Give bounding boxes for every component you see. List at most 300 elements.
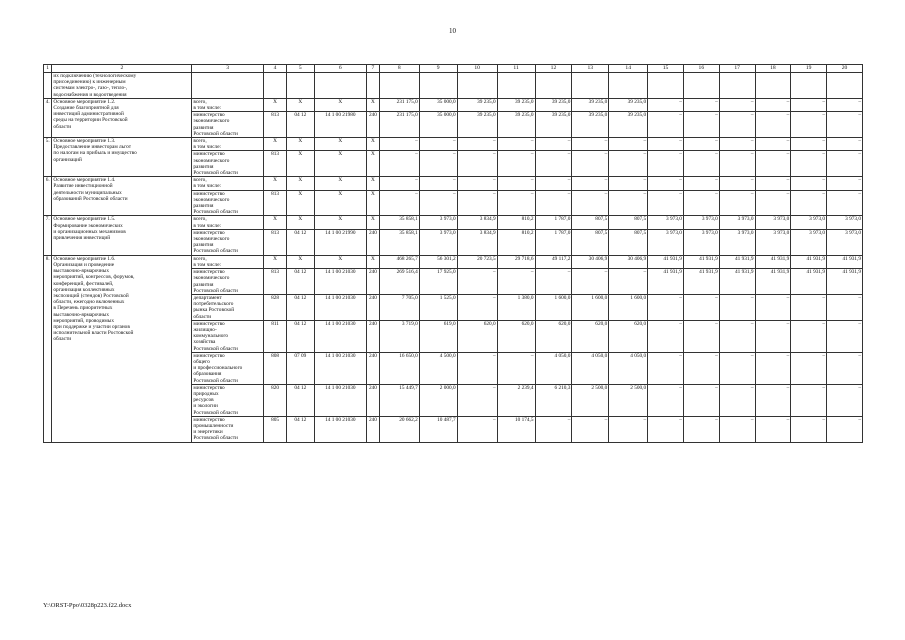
amount-cell (457, 216, 497, 229)
cell-value: – (822, 294, 826, 301)
cell-value: – (822, 98, 826, 105)
cell-value: 20 723,5 (477, 255, 496, 262)
empty-cell (535, 73, 572, 99)
cell-value: – (604, 138, 608, 145)
empty-cell (314, 73, 367, 99)
cell-value: 4 500,0 (439, 352, 456, 359)
cell-value: 16 (698, 65, 705, 71)
cell-value: 14 (625, 65, 631, 71)
text-line: Ростовской области (193, 409, 238, 416)
executor-cell (192, 352, 264, 384)
amount-cell (755, 294, 791, 320)
text-line: мероприятий, конгрессов, форумов, (53, 274, 135, 281)
cell-value: – (858, 352, 861, 359)
cell-value: – (786, 320, 790, 327)
amount-cell (497, 269, 535, 295)
cell-value: – (492, 190, 496, 197)
amount-cell (535, 112, 572, 138)
amount-cell (791, 255, 827, 268)
text-line: привлечения инвестиций (53, 235, 111, 242)
cell-value: – (530, 190, 534, 197)
amount-cell (719, 320, 755, 352)
cell-value: – (452, 138, 456, 145)
cell-value: – (643, 151, 647, 158)
amount-cell (648, 352, 684, 384)
cell-value: – (822, 138, 826, 145)
cell-value: 41 931,9 (806, 269, 826, 276)
column-number (497, 65, 535, 73)
cell-value: 231 175,0 (396, 98, 418, 105)
amount-cell (535, 255, 572, 268)
code-vr (367, 138, 380, 151)
cell-value: – (750, 352, 754, 359)
text-line: в том числе: (193, 183, 222, 190)
code-csr (314, 269, 367, 295)
text-line: экономического (193, 275, 230, 282)
column-number (648, 65, 684, 73)
cell-value: 828 (271, 294, 280, 301)
amount-cell (535, 294, 572, 320)
amount-cell (419, 216, 457, 229)
cell-value: 12 (550, 65, 557, 71)
amount-cell (419, 229, 457, 255)
cell-value: – (492, 384, 496, 391)
code-vr (367, 229, 380, 255)
cell-value: – (679, 177, 682, 184)
empty-cell (44, 73, 52, 99)
cell-value: – (786, 384, 790, 391)
executor-cell (192, 255, 264, 268)
amount-cell (719, 112, 755, 138)
cell-value: – (858, 320, 861, 327)
code-rzpr (287, 294, 314, 320)
amount-cell (497, 98, 535, 111)
executor-cell (192, 112, 264, 138)
code-vr (367, 216, 380, 229)
cell-value: – (858, 138, 861, 145)
amount-cell (572, 320, 609, 352)
executor-cell (192, 98, 264, 111)
cell-value: 17 (734, 65, 740, 71)
amount-cell (572, 384, 609, 416)
page-number: 10 (449, 27, 456, 35)
code-vr (367, 320, 380, 352)
amount-cell (419, 151, 457, 177)
amount-cell (827, 320, 863, 352)
cell-value: 14 1 00 21980 (325, 112, 356, 119)
amount-cell (791, 190, 827, 216)
text-line: Организация и проведение (53, 261, 115, 268)
cell-value: 15 449,7 (399, 384, 418, 391)
executor-cell (192, 269, 264, 295)
measure-name-cell (52, 138, 192, 177)
cell-value: 7 (371, 65, 375, 71)
cell-value: 620,0 (595, 320, 608, 327)
code-vr (367, 151, 380, 177)
amount-cell (572, 138, 609, 151)
text-line: инвестиций административной (53, 111, 124, 118)
text-line: министерство (193, 269, 225, 276)
cell-value: 1 600,0 (591, 294, 608, 301)
cell-value: 3 (226, 65, 230, 71)
empty-cell (263, 73, 286, 99)
amount-cell (419, 269, 457, 295)
table-row (44, 255, 863, 268)
amount-cell (419, 294, 457, 320)
text-line: министерство (193, 384, 225, 391)
amount-cell (457, 98, 497, 111)
amount-cell (827, 269, 863, 295)
cell-value: X (298, 216, 303, 223)
amount-cell (755, 255, 791, 268)
amount-cell (791, 352, 827, 384)
cell-value: X (298, 138, 303, 145)
amount-cell (535, 352, 572, 384)
text-line: всего, (193, 138, 207, 145)
text-line: развития (193, 124, 214, 131)
cell-value: 04 12 (294, 229, 307, 236)
executor-cell (192, 320, 264, 352)
amount-cell (791, 269, 827, 295)
text-line: экономического (193, 118, 230, 125)
code-rzpr (287, 216, 314, 229)
cell-value: 813 (271, 151, 280, 158)
cell-value: – (679, 384, 682, 391)
executor-cell (192, 229, 264, 255)
amount-cell (457, 320, 497, 352)
column-number (791, 65, 827, 73)
empty-cell (367, 73, 380, 99)
text-line: министерство (193, 229, 225, 236)
amount-cell (791, 216, 827, 229)
amount-cell (609, 138, 648, 151)
code-csr (314, 229, 367, 255)
amount-cell (572, 98, 609, 111)
amount-cell (755, 229, 791, 255)
cell-value: 35 858,1 (399, 229, 418, 236)
amount-cell (648, 255, 684, 268)
text-line: министерство (193, 190, 225, 197)
column-number (683, 65, 719, 73)
text-line: и энергетики (193, 429, 223, 436)
column-number (755, 65, 791, 73)
code-grbs (263, 269, 286, 295)
cell-value: – (679, 320, 682, 327)
cell-value: 10 (474, 65, 480, 71)
text-line: организаций (53, 156, 82, 163)
text-line: их подключению (технологическому (53, 73, 137, 79)
amount-cell (791, 177, 827, 190)
cell-value: 9 (436, 65, 440, 71)
cell-value: – (604, 416, 608, 423)
cell-value: 15 (662, 65, 669, 71)
cell-value: – (452, 190, 456, 197)
cell-value: 813 (271, 112, 280, 119)
cell-value: 3 973,0 (439, 216, 456, 223)
amount-cell (683, 138, 719, 151)
cell-value: – (643, 138, 647, 145)
amount-cell (683, 98, 719, 111)
cell-value: 240 (368, 269, 377, 276)
amount-cell (791, 384, 827, 416)
code-grbs (263, 151, 286, 177)
cell-value: – (786, 112, 790, 119)
cell-value: X (273, 138, 277, 145)
text-line: Основное мероприятие 1.5. (53, 216, 116, 223)
empty-cell (609, 73, 648, 99)
amount-cell (755, 216, 791, 229)
text-line: водоснабжения и водоотведения (53, 91, 127, 98)
column-number (572, 65, 609, 73)
text-line: в том числе: (193, 261, 222, 268)
text-line: в том числе: (193, 105, 222, 112)
cell-value: – (679, 190, 682, 197)
cell-value: – (822, 190, 826, 197)
amount-cell (379, 229, 419, 255)
amount-cell (497, 216, 535, 229)
code-csr (314, 177, 367, 190)
cell-value: 6 (338, 65, 342, 71)
cell-value: 3 973,0 (701, 216, 718, 223)
cell-value: – (415, 151, 418, 158)
cell-value: 813 (271, 190, 280, 197)
cell-value: – (715, 384, 718, 391)
cell-value: 18 (770, 65, 776, 71)
code-vr (367, 255, 380, 268)
cell-value: 20 662,2 (399, 416, 418, 423)
text-line: деятельности муниципальных (53, 189, 122, 196)
text-line: всего, (193, 216, 207, 223)
code-rzpr (287, 112, 314, 138)
cell-value: – (786, 294, 790, 301)
text-line: Ростовской области (193, 170, 238, 177)
cell-value: 10 174,5 (514, 416, 534, 423)
cell-value: – (786, 138, 790, 145)
amount-cell (497, 229, 535, 255)
text-line: ресурсов (193, 397, 214, 404)
code-rzpr (287, 320, 314, 352)
cell-value: 1 787,0 (554, 216, 571, 223)
code-rzpr (287, 138, 314, 151)
cell-value: – (492, 151, 496, 158)
cell-value: 3 973,0 (737, 216, 754, 223)
amount-cell (683, 229, 719, 255)
amount-cell (609, 416, 648, 442)
cell-value: 240 (368, 352, 377, 359)
text-line: при поддержке и участии органов (53, 323, 130, 330)
cell-value: 2 000,0 (439, 384, 456, 391)
amount-cell (419, 352, 457, 384)
text-line: развития (193, 281, 214, 288)
empty-cell (457, 73, 497, 99)
amount-cell (419, 98, 457, 111)
amount-cell (755, 151, 791, 177)
code-csr (314, 216, 367, 229)
amount-cell (535, 190, 572, 216)
cell-value: 240 (368, 320, 377, 327)
code-rzpr (287, 416, 314, 442)
cell-value: 35 858,1 (399, 216, 418, 223)
amount-cell (755, 112, 791, 138)
cell-value: 619,0 (443, 320, 456, 327)
cell-value: 41 931,9 (770, 269, 790, 276)
cell-value: – (567, 177, 571, 184)
amount-cell (609, 190, 648, 216)
text-line: Создание благоприятной для (53, 105, 119, 112)
text-line: природных (193, 390, 219, 397)
executor-cell (192, 384, 264, 416)
code-csr (314, 112, 367, 138)
code-csr (314, 138, 367, 151)
code-rzpr (287, 229, 314, 255)
amount-cell (379, 384, 419, 416)
text-line: экономического (193, 157, 230, 164)
amount-cell (755, 177, 791, 190)
cell-value: 17 925,0 (437, 269, 456, 276)
executor-cell (192, 216, 264, 229)
text-line: всего, (193, 98, 207, 105)
amount-cell (683, 151, 719, 177)
cell-value: 39 235,0 (627, 98, 647, 105)
cell-value: 3 973,0 (845, 229, 861, 236)
column-number (827, 65, 863, 73)
cell-value: X (298, 98, 303, 105)
amount-cell (497, 177, 535, 190)
cell-value: – (750, 151, 754, 158)
code-vr (367, 177, 380, 190)
text-line: Основное мероприятие 1.3. (53, 138, 116, 145)
cell-value: 2 500,0 (630, 384, 647, 391)
amount-cell (683, 190, 719, 216)
cell-value: 3 973,0 (809, 229, 826, 236)
cell-value: 10 487,7 (437, 416, 456, 423)
empty-cell (648, 73, 684, 99)
cell-value: X (298, 151, 303, 158)
cell-value: – (567, 151, 571, 158)
table-row (44, 98, 863, 111)
text-line: экономического (193, 196, 230, 203)
amount-cell (719, 352, 755, 384)
cell-value: 8 (397, 65, 401, 71)
code-vr (367, 269, 380, 295)
cell-value: 39 235,0 (477, 98, 496, 105)
amount-cell (609, 177, 648, 190)
amount-cell (719, 138, 755, 151)
text-line: Предоставление инвесторам льгот (53, 144, 132, 151)
cell-value: 1 380,0 (517, 294, 534, 301)
cell-value: 1 600,0 (554, 294, 571, 301)
cell-value: 35 000,0 (437, 112, 456, 119)
text-line: промышленности (193, 422, 234, 429)
cell-value: – (822, 112, 826, 119)
cell-value: 3 973,0 (666, 229, 682, 236)
column-number-row (44, 65, 863, 73)
cell-value: 04 12 (294, 269, 307, 276)
cell-value: 2 (120, 65, 124, 71)
amount-cell (535, 269, 572, 295)
executor-cell (192, 416, 264, 442)
amount-cell (609, 384, 648, 416)
cell-value: 3 973,0 (737, 229, 754, 236)
cell-value: 7 705,0 (401, 294, 418, 301)
cell-value: 41 931,9 (699, 269, 718, 276)
code-grbs (263, 177, 286, 190)
cell-value: – (715, 98, 718, 105)
amount-cell (609, 269, 648, 295)
amount-cell (648, 190, 684, 216)
amount-cell (648, 138, 684, 151)
text-line: общего (193, 358, 210, 365)
cell-value: 04 12 (294, 320, 307, 327)
code-rzpr (287, 190, 314, 216)
executor-cell (192, 138, 264, 151)
amount-cell (572, 190, 609, 216)
amount-cell (457, 416, 497, 442)
cell-value: – (786, 98, 790, 105)
cell-value: – (715, 416, 718, 423)
text-line: Ростовской области (193, 248, 238, 255)
text-line: экспозиций (стендов) Ростовской (53, 292, 129, 299)
measure-name-cell (52, 177, 192, 216)
cell-value: – (604, 177, 608, 184)
cell-value: – (715, 320, 718, 327)
code-rzpr (287, 255, 314, 268)
text-line: Основное мероприятие 1.4. (53, 177, 116, 184)
cell-value: X (273, 255, 277, 262)
cell-value: X (298, 190, 303, 197)
code-grbs (263, 255, 286, 268)
amount-cell (457, 352, 497, 384)
amount-cell (827, 229, 863, 255)
cell-value: 805 (271, 416, 280, 423)
text-line: системам электро-, газо-, тепло-, (53, 85, 128, 92)
amount-cell (419, 416, 457, 442)
cell-value: X (338, 98, 343, 105)
amount-cell (572, 216, 609, 229)
amount-cell (497, 320, 535, 352)
row-number (44, 98, 52, 137)
text-line: Формирование экономических (53, 222, 123, 229)
amount-cell (683, 294, 719, 320)
code-rzpr (287, 269, 314, 295)
measure-name-cell (52, 255, 192, 442)
amount-cell (572, 269, 609, 295)
budget-table (43, 64, 863, 443)
cell-value: 3 973,0 (773, 216, 790, 223)
cell-value: – (822, 177, 826, 184)
cell-value: 807,5 (634, 229, 647, 236)
cell-value: 39 235,0 (514, 98, 534, 105)
amount-cell (791, 138, 827, 151)
cell-value: 39 235,0 (551, 112, 571, 119)
amount-cell (497, 294, 535, 320)
cell-value: 5. (45, 138, 50, 145)
amount-cell (648, 112, 684, 138)
amount-cell (419, 112, 457, 138)
cell-value: – (750, 177, 754, 184)
amount-cell (535, 216, 572, 229)
cell-value: 6. (45, 177, 50, 184)
cell-value: – (679, 138, 682, 145)
cell-value: 808 (271, 352, 280, 359)
code-csr (314, 352, 367, 384)
executor-cell (192, 151, 264, 177)
cell-value: 14 1 00 21030 (325, 352, 356, 359)
cell-value: – (679, 294, 682, 301)
text-line: Основное мероприятие 1.2. (53, 98, 116, 105)
cell-value: 3 973,0 (701, 229, 718, 236)
cell-value: 7. (45, 216, 50, 223)
